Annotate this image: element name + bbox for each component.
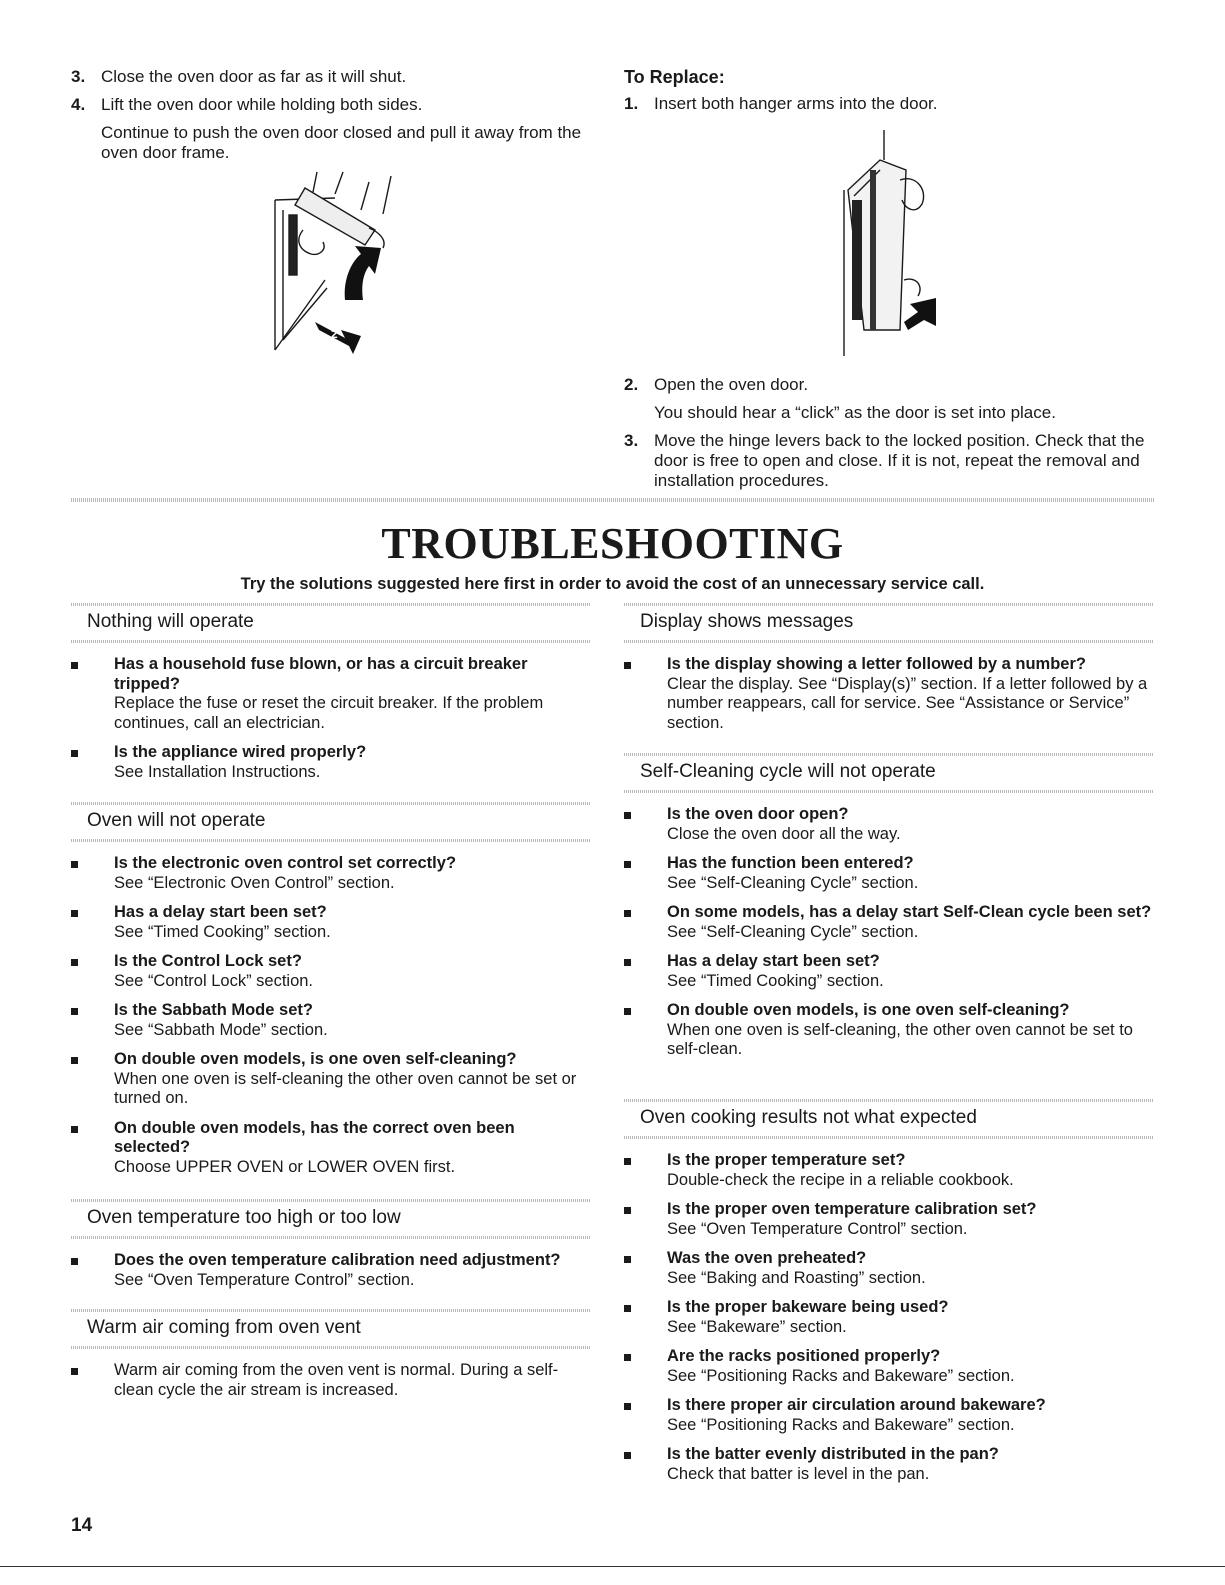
- section-oven-temperature: [71, 1203, 591, 1300]
- section-heading: Oven cooking results not what expected: [624, 1103, 1154, 1133]
- arrow-2-label: 2: [331, 327, 338, 341]
- list-item: On double oven models, has the correct oven been selected? Choose UPPER OVEN or LOWER OVEN first.: [71, 1119, 591, 1178]
- replace-steps-continued: [624, 375, 1154, 499]
- section-heading: Oven will not operate: [71, 806, 591, 836]
- list-item: Is the proper bakeware being used? See “Bakeware” section.: [624, 1298, 1154, 1337]
- list-item: Is the appliance wired properly? See Installation Instructions.: [71, 743, 591, 782]
- replace-step-1: 1. Insert both hanger arms into the door.: [624, 94, 938, 113]
- list-item: Is the oven door open? Close the oven door all the way.: [624, 805, 1154, 844]
- bullet-icon: [71, 910, 78, 917]
- bullet-icon: [624, 1403, 631, 1410]
- section-cooking-results: [624, 1103, 1154, 1494]
- list-item: Is the Sabbath Mode set? See “Sabbath Mode” section.: [71, 1001, 591, 1040]
- page-title: TROUBLESHOOTING: [381, 519, 844, 568]
- page-number: 14: [71, 1515, 93, 1536]
- replace-arrow-graphic: [904, 298, 936, 330]
- list-item: Is the batter evenly distributed in the pan? Check that batter is level in the pan.: [624, 1445, 1154, 1484]
- list-item: Has the function been entered? See “Self-Cleaning Cycle” section.: [624, 854, 1154, 893]
- bullet-icon: [624, 1207, 631, 1214]
- list-item: Is the Control Lock set? See “Control Lock” section.: [71, 952, 591, 991]
- list-item: Is the electronic oven control set correctly? See “Electronic Oven Control” section.: [71, 854, 591, 893]
- section-heading: Self-Cleaning cycle will not operate: [624, 757, 1154, 787]
- arrow-1-label: 1: [365, 276, 373, 291]
- list-item: Are the racks positioned properly? See “Positioning Racks and Bakeware” section.: [624, 1347, 1154, 1386]
- bullet-icon: [624, 910, 631, 917]
- list-item: On some models, has a delay start Self-Clean cycle been set? See “Self-Cleaning Cycle” section.: [624, 903, 1154, 942]
- bullet-icon: [71, 861, 78, 868]
- bullet-icon: [71, 1258, 78, 1265]
- list-item: Warm air coming from the oven vent is normal. During a self-clean cycle the air stream is increased.: [71, 1361, 591, 1400]
- replace-instructions: [624, 67, 1154, 122]
- replace-heading: To Replace:: [624, 67, 725, 87]
- list-item: Has a household fuse blown, or has a circuit breaker tripped? Replace the fuse or reset the circuit breaker. If the problem continues, call an electrician.: [71, 655, 591, 733]
- bullet-icon: [71, 959, 78, 966]
- bullet-icon: [624, 812, 631, 819]
- replace-step-3: 3. Move the hinge levers back to the locked position. Check that the door is free to open and close. If it is not, repeat the removal and installation procedures.: [624, 431, 1145, 490]
- door-removal-illustration: [265, 170, 405, 360]
- bullet-icon: [624, 1008, 631, 1015]
- list-item: Was the oven preheated? See “Baking and Roasting” section.: [624, 1249, 1154, 1288]
- bullet-icon: [624, 662, 631, 669]
- door-replace-drawing: [840, 130, 940, 360]
- arrow-2-graphic: [315, 322, 361, 354]
- list-item: Has a delay start been set? See “Timed Cooking” section.: [624, 952, 1154, 991]
- bottom-rule: [0, 1566, 1225, 1567]
- removal-steps: [71, 67, 591, 171]
- section-heading: Oven temperature too high or too low: [71, 1203, 591, 1233]
- intro-text: Try the solutions suggested here first in order to avoid the cost of an unnecessary service call.: [240, 575, 985, 593]
- bullet-icon: [624, 1452, 631, 1459]
- bullet-icon: [624, 1305, 631, 1312]
- section-warm-air: [71, 1313, 591, 1410]
- list-item: Is the proper temperature set? Double-check the recipe in a reliable cookbook.: [624, 1151, 1154, 1190]
- list-item: Has a delay start been set? See “Timed Cooking” section.: [71, 903, 591, 942]
- bullet-icon: [71, 662, 78, 669]
- section-heading: Nothing will operate: [71, 607, 591, 637]
- arrow-1-graphic: [345, 246, 381, 300]
- bullet-icon: [624, 861, 631, 868]
- door-replace-illustration: [840, 130, 940, 360]
- door-removal-drawing: [265, 170, 405, 360]
- bullet-icon: [624, 959, 631, 966]
- section-heading: Warm air coming from oven vent: [71, 1313, 591, 1343]
- section-nothing-will-operate: [71, 607, 591, 792]
- removal-step-4: 4. Lift the oven door while holding both sides. Continue to push the oven door closed and pull it away from the oven door frame.: [71, 95, 582, 162]
- bullet-icon: [71, 1126, 78, 1133]
- list-item: Does the oven temperature calibration need adjustment? See “Oven Temperature Control” section.: [71, 1251, 591, 1290]
- bullet-icon: [624, 1256, 631, 1263]
- list-item: On double oven models, is one oven self-cleaning? When one oven is self-cleaning the other oven cannot be set or turned on.: [71, 1050, 591, 1109]
- bullet-icon: [624, 1158, 631, 1165]
- removal-step-3: 3. Close the oven door as far as it will shut.: [71, 67, 407, 86]
- section-display-messages: [624, 607, 1154, 743]
- list-item: Is the proper oven temperature calibration set? See “Oven Temperature Control” section.: [624, 1200, 1154, 1239]
- list-item: On double oven models, is one oven self-cleaning? When one oven is self-cleaning, the other oven cannot be set to self-clean.: [624, 1001, 1154, 1060]
- bullet-icon: [624, 1354, 631, 1361]
- list-item: Is the display showing a letter followed by a number? Clear the display. See “Display(s)” section. If a letter followed by a number reappears, call for service. See “Assistance or Service” section.: [624, 655, 1154, 733]
- bullet-icon: [71, 750, 78, 757]
- bullet-icon: [71, 1008, 78, 1015]
- bullet-icon: [71, 1368, 78, 1375]
- list-item: Is there proper air circulation around bakeware? See “Positioning Racks and Bakeware” section.: [624, 1396, 1154, 1435]
- bullet-icon: [71, 1057, 78, 1064]
- replace-step-2: 2. Open the oven door. You should hear a “click” as the door is set into place.: [624, 375, 1056, 422]
- section-oven-will-not-operate: [71, 806, 591, 1187]
- section-self-cleaning: [624, 757, 1154, 1070]
- section-divider: [71, 498, 1154, 502]
- section-heading: Display shows messages: [624, 607, 1154, 637]
